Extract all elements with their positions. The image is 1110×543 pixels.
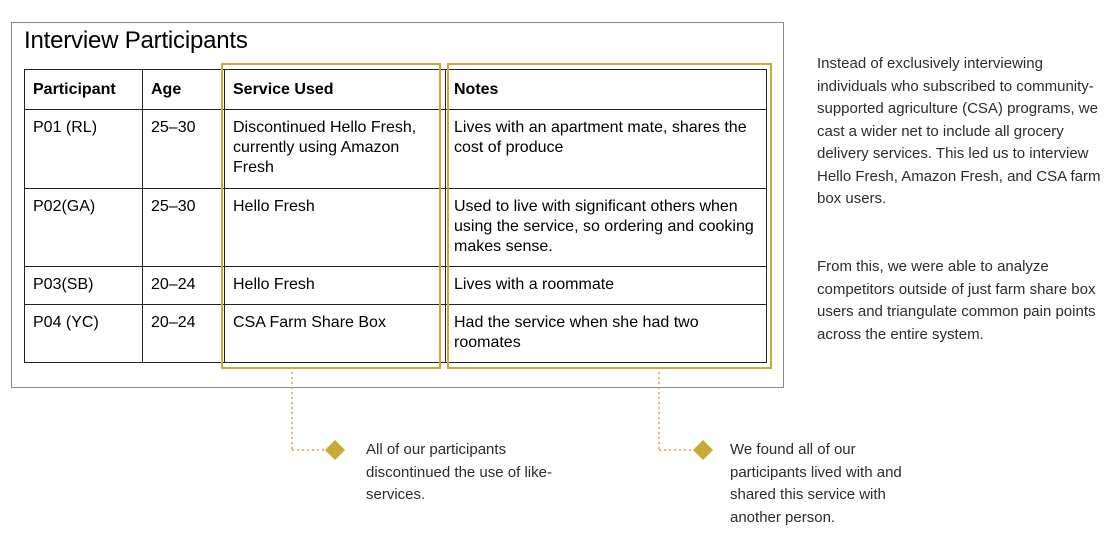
service-callout-text: All of our participants discontinued the use of like-services. xyxy=(366,441,552,503)
cell-age: 20–24 xyxy=(143,305,225,363)
page-title: Interview Participants xyxy=(24,27,248,54)
cell-notes: Lives with a roommate xyxy=(446,267,767,305)
cell-participant: P03(SB) xyxy=(25,267,143,305)
cell-service: CSA Farm Share Box xyxy=(225,305,446,363)
cell-service: Hello Fresh xyxy=(225,267,446,305)
service-callout-diamond-icon xyxy=(325,440,345,460)
outcome-paragraph: From this, we were able to analyze competitors outside of just farm share box users and triangulate common pain points across the entire system. xyxy=(817,258,1096,343)
cell-age: 25–30 xyxy=(143,189,225,267)
header-notes: Notes xyxy=(446,70,767,110)
method-paragraph: Instead of exclusively interviewing individuals who subscribed to community-supported agriculture (CSA) programs, we cast a wider net to include all grocery delivery services. This led us to interview Hello Fresh, Amazon Fresh, and CSA farm box users. xyxy=(817,55,1101,207)
cell-participant: P01 (RL) xyxy=(25,110,143,189)
cell-service: Discontinued Hello Fresh, currently using Amazon Fresh xyxy=(225,110,446,189)
header-age: Age xyxy=(143,70,225,110)
header-participant: Participant xyxy=(25,70,143,110)
cell-notes: Had the service when she had two roomates xyxy=(446,305,767,363)
cell-notes: Lives with an apartment mate, shares the cost of produce xyxy=(446,110,767,189)
cell-service: Hello Fresh xyxy=(225,189,446,267)
cell-notes: Used to live with significant others when using the service, so ordering and cooking makes sense. xyxy=(446,189,767,267)
notes-callout-diamond-icon xyxy=(693,440,713,460)
notes-callout-connector xyxy=(659,372,694,450)
cell-age: 20–24 xyxy=(143,267,225,305)
notes-callout-text: We found all of our participants lived with and shared this service with another person. xyxy=(730,441,902,526)
cell-participant: P02(GA) xyxy=(25,189,143,267)
cell-age: 25–30 xyxy=(143,110,225,189)
header-service-used: Service Used xyxy=(225,70,446,110)
service-callout-connector xyxy=(292,372,326,450)
cell-participant: P04 (YC) xyxy=(25,305,143,363)
